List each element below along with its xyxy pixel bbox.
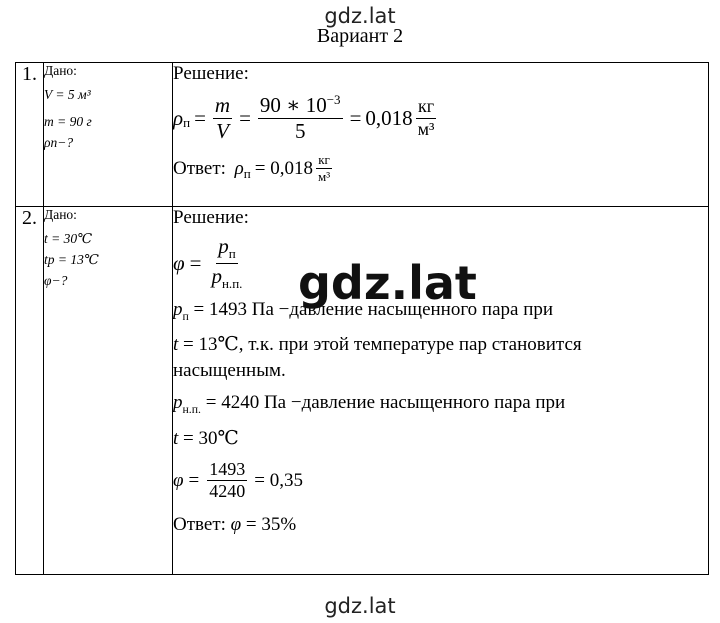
given-dew-point: tр = 13℃: [44, 252, 99, 267]
p-symbol: p: [211, 263, 222, 288]
given-temperature: t = 30℃: [44, 231, 93, 246]
mass-over-volume: [213, 94, 232, 143]
unit-numerator: кг: [316, 153, 332, 169]
answer-value: = 0,018: [254, 157, 313, 179]
phi-symbol: φ: [173, 469, 184, 491]
equals-sign: =: [188, 469, 200, 491]
numerator-base: 90 ∗ 10: [259, 93, 327, 117]
solution-title: Решение:: [173, 63, 249, 84]
pnp-subscript: н.п.: [182, 402, 201, 416]
frac-denominator: [209, 264, 244, 292]
answer-value: = 35%: [245, 514, 297, 536]
pnp-subscript: н.п.: [221, 275, 243, 291]
frac-denominator: 4240: [209, 481, 246, 502]
answer-line-1: [173, 153, 708, 185]
unit-denominator: м³: [417, 118, 435, 139]
unit-numerator: кг: [416, 97, 436, 119]
t-symbol: t: [173, 333, 179, 355]
given-unknown-density: ρп−?: [44, 135, 74, 150]
task-number-1: 1.: [16, 63, 44, 207]
given-cell-2: [44, 207, 173, 575]
p-subscript: п: [182, 309, 189, 323]
t-symbol: t: [173, 427, 179, 449]
pressure-ratio: [209, 235, 244, 291]
frac-numerator: 1493: [207, 460, 247, 482]
humidity-calculation: [173, 460, 708, 503]
saturated-pressure-text: = 4240 Па −давление насыщенного пара при: [205, 391, 566, 413]
given-title: Дано:: [44, 207, 77, 222]
frac-numerator: [258, 93, 343, 119]
answer-line-2: [173, 514, 708, 536]
rho-subscript: п: [243, 165, 251, 181]
temperature-text: = 30℃: [178, 427, 239, 449]
variant-title: Вариант 2: [316, 25, 404, 47]
frac-denominator: V: [216, 118, 229, 143]
equals-sign: =: [189, 250, 202, 275]
phi-symbol: φ: [173, 250, 185, 275]
solution-cell-1: [173, 63, 709, 207]
saturated-pressure-line: [173, 392, 708, 417]
dew-point-line: [173, 333, 708, 356]
solution-title: Решение:: [173, 207, 249, 228]
density-formula: [173, 93, 708, 143]
equals-sign: =: [239, 105, 251, 130]
equals-sign: =: [194, 105, 206, 130]
given-cell-1: [44, 63, 173, 207]
density-unit: [416, 97, 437, 140]
given-unknown-humidity: φ−?: [44, 273, 68, 288]
frac-numerator: m: [213, 94, 232, 119]
answer-unit: [316, 153, 332, 185]
value-fraction: [258, 93, 343, 143]
temperature-line: [173, 427, 708, 450]
watermark-bottom: gdz.lat: [324, 594, 396, 618]
dew-point-continuation: насыщенным.: [173, 359, 286, 381]
given-title: Дано:: [44, 63, 77, 78]
calc-result: = 0,35: [254, 469, 303, 491]
frac-numerator: [216, 235, 237, 264]
rho-symbol: ρ: [173, 105, 184, 130]
numerator-exponent: −3: [326, 92, 341, 107]
equals-sign: =: [349, 105, 362, 130]
rho-symbol: ρ: [234, 157, 244, 179]
dew-point-text: = 13℃, т.к. при этой температуре пар становится: [178, 333, 582, 355]
p-subscript: п: [228, 246, 236, 262]
solution-table: [15, 62, 709, 575]
watermark-center: gdz.lat: [298, 256, 477, 310]
given-mass: m = 90 г: [44, 114, 92, 129]
given-volume: V = 5 м³: [44, 87, 91, 102]
rho-subscript: п: [183, 115, 191, 131]
task-row-1: [16, 63, 709, 207]
watermark-top: gdz.lat: [324, 4, 396, 28]
p-symbol: p: [218, 234, 229, 258]
frac-denominator: 5: [294, 119, 306, 144]
vapor-pressure-text: = 1493 Па −давление насыщенного пара при: [193, 299, 554, 320]
unit-denominator: м³: [317, 169, 331, 185]
phi-symbol: φ: [230, 514, 242, 536]
p-symbol: p: [173, 299, 183, 320]
answer-label: Ответ:: [173, 514, 231, 536]
task-number-2: 2.: [16, 207, 44, 575]
density-result: 0,018: [365, 105, 413, 130]
calc-fraction: [207, 460, 247, 503]
answer-label: Ответ:: [173, 157, 231, 179]
p-symbol: p: [173, 391, 183, 413]
